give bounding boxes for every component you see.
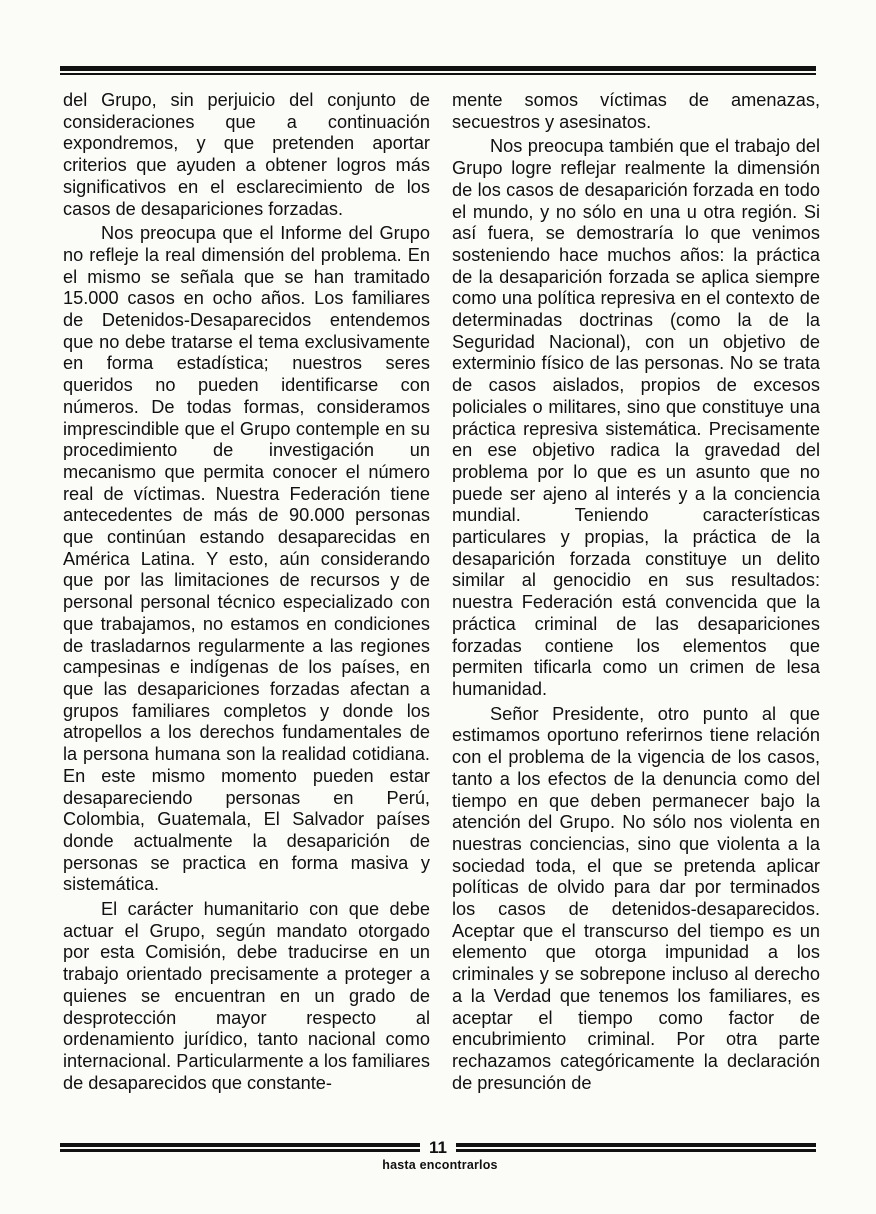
paragraph: mente somos víctimas de amenazas, secuestros y asesinatos. [452,90,820,132]
page-footer [60,1138,816,1178]
publication-title: hasta encontrarlos [382,1158,498,1172]
paragraph: del Grupo, sin perjuicio del conjunto de consideraciones que a continuación expondremos, y que pretenden aportar criterios que ayuden a obtener logros más significativos en el esclarecimiento de los casos de desapariciones forzadas. [63,90,430,219]
footer-rule-left [60,1143,420,1152]
top-rule-thick [60,66,816,71]
footer-rule-right [456,1143,816,1152]
paragraph: Nos preocupa que el Informe del Grupo no refleje la real dimensión del problema. En el mismo se señala que se han tramitado 15.000 casos en ocho años. Los familiares de Detenidos-Desaparecidos entendemos que no debe tratarse el tema exclusivamente en forma estadística; nuestros seres queridos no pueden identificarse con números. De todas formas, consideramos imprescindible que el Grupo contemple en su procedimiento de investigación un mecanismo que permita conocer el número real de víctimas. Nuestra Federación tiene antecedentes de más de 90.000 personas que continúan estando desaparecidas en América Latina. Y esto, aún considerando que por las limitaciones de recursos y de personal personal técnico especializado con que trabajamos, no estamos en condiciones de trasladarnos regularmente a las regiones campesinas e indígenas de los países, en que las desapariciones forzadas afectan a grupos familiares completos y donde los atropellos a los derechos fundamentales de la persona humana son la realidad cotidiana. En este mismo momento pueden estar desapareciendo personas en Perú, Colombia, Guatemala, El Salvador países donde actualmente la desaparición de personas se practica en forma masiva y sistemática. [63,223,430,895]
left-column [63,90,430,1094]
right-column [452,90,820,1094]
paragraph: El carácter humanitario con que debe actuar el Grupo, según mandato otorgado por esta Comisión, debe traducirse en un trabajo orientado precisamente a proteger a quienes se encuentran en un grado de desprotección mayor respecto al ordenamiento jurídico, tanto nacional como internacional. Particularmente a los familiares de desaparecidos que constante- [63,899,430,1093]
paragraph: Nos preocupa también que el trabajo del Grupo logre reflejar realmente la dimensión de los casos de desaparición forzada en todo el mundo, y no sólo en una u otra región. Si así fuera, se demostraría lo que venimos sosteniendo hace muchos años: la práctica de la desaparición forzada se aplica siempre como una política represiva en el contexto de determinadas doctrinas (como la de la Seguridad Nacional), con un objetivo de exterminio físico de las personas. No se trata de casos aislados, propios de excesos policiales o militares, sino que constituye una práctica represiva sistemática. Precisamente en ese objetivo radica la gravedad del problema por lo que es un asunto que no puede ser ajeno al interés y a la conciencia mundial. Teniendo características particulares y propias, la práctica de la desaparición forzada constituye un delito similar al genocidio en sus resultados: nuestra Federación está convencida que la práctica criminal de las desapariciones forzadas contiene los elementos que permiten tificarla como un crimen de lesa humanidad. [452,136,820,699]
page-number: 11 [429,1138,447,1157]
paragraph: Señor Presidente, otro punto al que estimamos oportuno referirnos tiene relación con el problema de la vigencia de los casos, tanto a los efectos de la denuncia como del tiempo en que deben permanecer bajo la atención del Grupo. No sólo nos violenta en nuestras conciencias, sino que violenta a la sociedad toda, el que se pretenda aplicar políticas de olvido para dar por terminados los casos de detenidos-desaparecidos. Aceptar que el transcurso del tiempo es un elemento que otorga impunidad a los criminales y se sobrepone incluso al derecho a la Verdad que tenemos los familiares, es aceptar el tiempo como factor de encubrimiento criminal. Por otra parte rechazamos categóricamente la declaración de presunción de [452,703,820,1093]
top-rule [60,66,816,75]
top-rule-thin [60,73,816,75]
